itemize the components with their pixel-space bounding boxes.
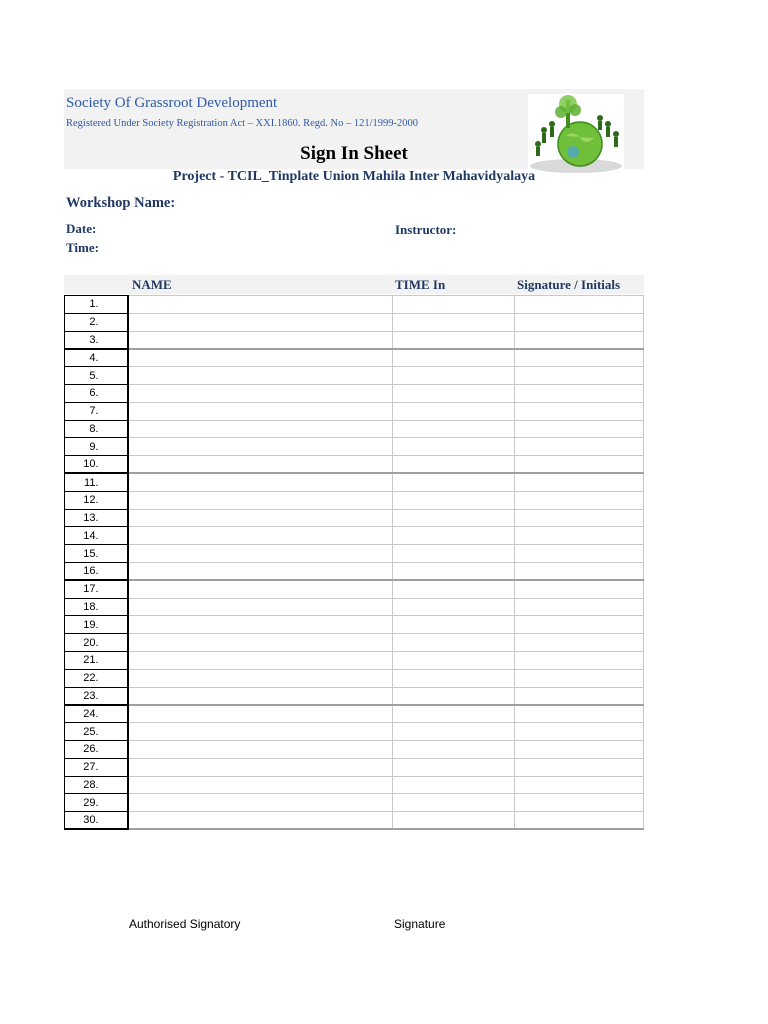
time-in-cell[interactable] xyxy=(393,420,515,438)
time-in-cell[interactable] xyxy=(393,580,515,598)
name-cell[interactable] xyxy=(128,313,393,331)
name-cell[interactable] xyxy=(128,491,393,509)
name-cell[interactable] xyxy=(128,812,393,830)
table-row xyxy=(65,367,644,385)
table-row xyxy=(65,651,644,669)
time-in-cell[interactable] xyxy=(393,509,515,527)
name-cell[interactable] xyxy=(128,296,393,314)
time-in-cell[interactable] xyxy=(393,651,515,669)
name-cell[interactable] xyxy=(128,669,393,687)
signature-cell[interactable] xyxy=(515,420,644,438)
row-number: 27. xyxy=(65,758,128,776)
signature-cell[interactable] xyxy=(515,331,644,349)
table-row xyxy=(65,296,644,314)
table-row xyxy=(65,473,644,491)
signature-cell[interactable] xyxy=(515,776,644,794)
name-cell[interactable] xyxy=(128,456,393,474)
signature-cell[interactable] xyxy=(515,349,644,367)
authorised-signatory-label: Authorised Signatory xyxy=(129,917,241,931)
row-number: 15. xyxy=(65,545,128,563)
row-number: 21. xyxy=(65,651,128,669)
signature-cell[interactable] xyxy=(515,651,644,669)
table-row xyxy=(65,669,644,687)
row-number: 26. xyxy=(65,740,128,758)
table-row xyxy=(65,758,644,776)
instructor-label: Instructor: xyxy=(395,222,457,237)
time-in-cell[interactable] xyxy=(393,545,515,563)
name-cell[interactable] xyxy=(128,723,393,741)
table-row xyxy=(65,723,644,741)
row-number: 20. xyxy=(65,634,128,652)
name-cell[interactable] xyxy=(128,651,393,669)
signature-cell[interactable] xyxy=(515,313,644,331)
table-row xyxy=(65,420,644,438)
table-row xyxy=(65,527,644,545)
table-row xyxy=(65,812,644,830)
workshop-name-label: Workshop Name: xyxy=(66,195,176,211)
row-number: 17. xyxy=(65,580,128,598)
signature-cell[interactable] xyxy=(515,509,644,527)
row-number: 5. xyxy=(65,367,128,385)
table-row xyxy=(65,634,644,652)
column-header-name: NAME xyxy=(132,277,172,292)
sheet-title: Sign In Sheet xyxy=(300,143,408,164)
signature-cell[interactable] xyxy=(515,598,644,616)
signature-cell[interactable] xyxy=(515,527,644,545)
time-in-cell[interactable] xyxy=(393,776,515,794)
signature-cell[interactable] xyxy=(515,669,644,687)
time-in-cell[interactable] xyxy=(393,669,515,687)
signature-cell[interactable] xyxy=(515,456,644,474)
signature-cell[interactable] xyxy=(515,616,644,634)
table-row xyxy=(65,740,644,758)
time-in-cell[interactable] xyxy=(393,812,515,830)
name-cell[interactable] xyxy=(128,367,393,385)
row-number: 8. xyxy=(65,420,128,438)
table-row xyxy=(65,402,644,420)
row-number: 3. xyxy=(65,331,128,349)
name-cell[interactable] xyxy=(128,705,393,723)
name-cell[interactable] xyxy=(128,562,393,580)
table-row xyxy=(65,438,644,456)
row-number: 30. xyxy=(65,812,128,830)
signature-cell[interactable] xyxy=(515,402,644,420)
time-in-cell[interactable] xyxy=(393,794,515,812)
row-number: 10. xyxy=(65,456,128,474)
table-row xyxy=(65,580,644,598)
time-in-cell[interactable] xyxy=(393,349,515,367)
time-in-cell[interactable] xyxy=(393,491,515,509)
signature-cell[interactable] xyxy=(515,296,644,314)
table-row xyxy=(65,776,644,794)
signature-cell[interactable] xyxy=(515,740,644,758)
name-cell[interactable] xyxy=(128,402,393,420)
time-in-cell[interactable] xyxy=(393,313,515,331)
row-number: 16. xyxy=(65,562,128,580)
signature-cell[interactable] xyxy=(515,473,644,491)
time-in-cell[interactable] xyxy=(393,758,515,776)
name-cell[interactable] xyxy=(128,776,393,794)
table-row xyxy=(65,687,644,705)
name-cell[interactable] xyxy=(128,758,393,776)
signature-cell[interactable] xyxy=(515,634,644,652)
time-in-cell[interactable] xyxy=(393,473,515,491)
signature-cell[interactable] xyxy=(515,438,644,456)
signature-cell[interactable] xyxy=(515,705,644,723)
name-cell[interactable] xyxy=(128,545,393,563)
table-row xyxy=(65,794,644,812)
time-in-cell[interactable] xyxy=(393,723,515,741)
time-in-cell[interactable] xyxy=(393,296,515,314)
row-number: 25. xyxy=(65,723,128,741)
time-in-cell[interactable] xyxy=(393,438,515,456)
table-row xyxy=(65,509,644,527)
time-in-cell[interactable] xyxy=(393,687,515,705)
row-number: 14. xyxy=(65,527,128,545)
column-header-signature: Signature / Initials xyxy=(517,277,621,292)
name-cell[interactable] xyxy=(128,509,393,527)
row-number: 28. xyxy=(65,776,128,794)
time-in-cell[interactable] xyxy=(393,367,515,385)
row-number: 2. xyxy=(65,313,128,331)
row-number: 7. xyxy=(65,402,128,420)
table-row xyxy=(65,331,644,349)
table-row xyxy=(65,705,644,723)
time-in-cell[interactable] xyxy=(393,705,515,723)
signature-cell[interactable] xyxy=(515,367,644,385)
row-number: 18. xyxy=(65,598,128,616)
row-number: 29. xyxy=(65,794,128,812)
name-cell[interactable] xyxy=(128,420,393,438)
signature-cell[interactable] xyxy=(515,384,644,402)
row-number: 23. xyxy=(65,687,128,705)
time-in-cell[interactable] xyxy=(393,331,515,349)
time-in-cell[interactable] xyxy=(393,616,515,634)
row-number: 1. xyxy=(65,296,128,314)
time-in-cell[interactable] xyxy=(393,456,515,474)
sign-in-table xyxy=(64,295,644,830)
table-row xyxy=(65,598,644,616)
signature-cell[interactable] xyxy=(515,562,644,580)
signature-cell[interactable] xyxy=(515,491,644,509)
table-row xyxy=(65,562,644,580)
row-number: 13. xyxy=(65,509,128,527)
signature-label: Signature xyxy=(394,917,446,931)
time-in-cell[interactable] xyxy=(393,740,515,758)
table-row xyxy=(65,545,644,563)
row-number: 24. xyxy=(65,705,128,723)
name-cell[interactable] xyxy=(128,349,393,367)
signature-cell[interactable] xyxy=(515,723,644,741)
signature-cell[interactable] xyxy=(515,545,644,563)
time-label: Time: xyxy=(66,240,99,255)
row-number: 19. xyxy=(65,616,128,634)
table-row xyxy=(65,313,644,331)
column-header-time-in: TIME In xyxy=(395,277,446,292)
name-cell[interactable] xyxy=(128,616,393,634)
project-line: Project - TCIL_Tinplate Union Mahila Inter Mahavidyalaya xyxy=(172,169,536,184)
table-row xyxy=(65,456,644,474)
org-name: Society Of Grassroot Development xyxy=(66,95,278,111)
table-row xyxy=(65,616,644,634)
table-row xyxy=(65,349,644,367)
time-in-cell[interactable] xyxy=(393,402,515,420)
name-cell[interactable] xyxy=(128,384,393,402)
time-in-cell[interactable] xyxy=(393,634,515,652)
name-cell[interactable] xyxy=(128,438,393,456)
name-cell[interactable] xyxy=(128,687,393,705)
name-cell[interactable] xyxy=(128,580,393,598)
name-cell[interactable] xyxy=(128,527,393,545)
time-in-cell[interactable] xyxy=(393,562,515,580)
registration-line: Registered Under Society Registration Act – XXI.1860. Regd. No – 121/1999-2000 xyxy=(66,118,418,129)
time-in-cell[interactable] xyxy=(393,384,515,402)
date-label: Date: xyxy=(66,221,97,236)
row-number: 12. xyxy=(65,491,128,509)
signature-cell[interactable] xyxy=(515,687,644,705)
time-in-cell[interactable] xyxy=(393,527,515,545)
signature-cell[interactable] xyxy=(515,758,644,776)
signature-cell[interactable] xyxy=(515,794,644,812)
name-cell[interactable] xyxy=(128,794,393,812)
row-number: 4. xyxy=(65,349,128,367)
table-row xyxy=(65,384,644,402)
name-cell[interactable] xyxy=(128,331,393,349)
row-number: 6. xyxy=(65,384,128,402)
name-cell[interactable] xyxy=(128,740,393,758)
row-number: 22. xyxy=(65,669,128,687)
name-cell[interactable] xyxy=(128,634,393,652)
table-row xyxy=(65,491,644,509)
signature-cell[interactable] xyxy=(515,580,644,598)
row-number: 9. xyxy=(65,438,128,456)
row-number: 11. xyxy=(65,473,128,491)
signature-cell[interactable] xyxy=(515,812,644,830)
name-cell[interactable] xyxy=(128,598,393,616)
name-cell[interactable] xyxy=(128,473,393,491)
time-in-cell[interactable] xyxy=(393,598,515,616)
